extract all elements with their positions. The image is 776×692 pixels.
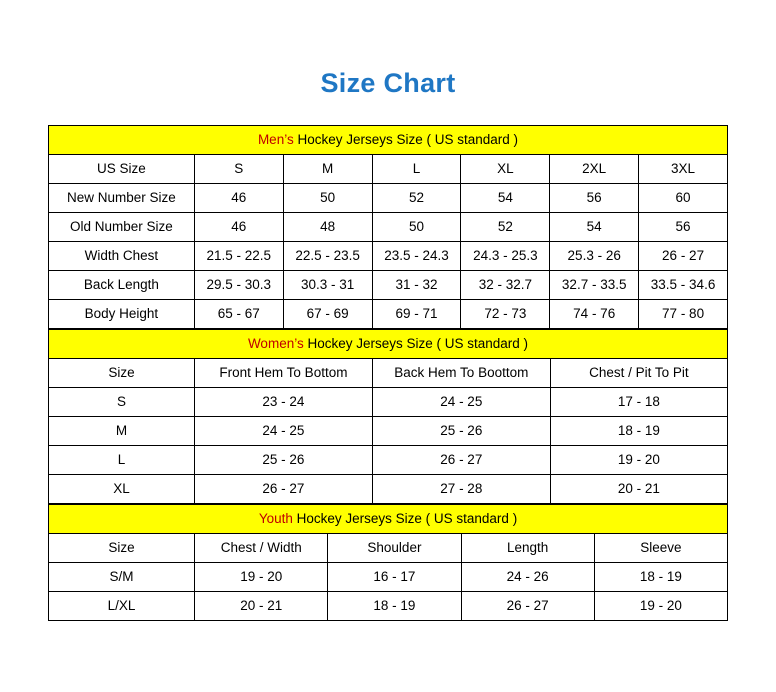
womens-banner-rest: Hockey Jerseys Size ( US standard ) <box>303 336 529 351</box>
mens-cell: 69 - 71 <box>372 300 461 329</box>
table-row <box>49 417 728 446</box>
mens-cell: 56 <box>550 184 639 213</box>
mens-cell: 22.5 - 23.5 <box>283 242 372 271</box>
womens-cell: 25 - 26 <box>372 417 550 446</box>
womens-row-label: M <box>49 417 195 446</box>
youth-cell: 20 - 21 <box>195 592 328 621</box>
youth-cell: 19 - 20 <box>195 563 328 592</box>
table-row <box>49 184 728 213</box>
mens-cell: 60 <box>639 184 728 213</box>
mens-cell: 52 <box>372 184 461 213</box>
mens-row-label: Body Height <box>49 300 195 329</box>
mens-cell: 46 <box>194 213 283 242</box>
womens-row-label: S <box>49 388 195 417</box>
mens-header-cell: XL <box>461 155 550 184</box>
womens-row-label: L <box>49 446 195 475</box>
mens-banner-row <box>49 126 728 155</box>
youth-cell: 24 - 26 <box>461 563 594 592</box>
mens-row-label: Width Chest <box>49 242 195 271</box>
youth-banner <box>49 505 728 534</box>
womens-cell: 24 - 25 <box>372 388 550 417</box>
womens-cell: 27 - 28 <box>372 475 550 504</box>
womens-cell: 23 - 24 <box>194 388 372 417</box>
youth-header-cell: Sleeve <box>594 534 727 563</box>
table-row <box>49 388 728 417</box>
womens-size-table <box>48 329 728 504</box>
mens-cell: 30.3 - 31 <box>283 271 372 300</box>
mens-cell: 23.5 - 24.3 <box>372 242 461 271</box>
youth-header-cell: Shoulder <box>328 534 461 563</box>
youth-cell: 26 - 27 <box>461 592 594 621</box>
mens-cell: 32.7 - 33.5 <box>550 271 639 300</box>
mens-banner-accent: Men’s <box>257 132 294 147</box>
womens-cell: 18 - 19 <box>550 417 727 446</box>
mens-header-cell: S <box>194 155 283 184</box>
youth-header-cell: Size <box>49 534 195 563</box>
mens-cell: 77 - 80 <box>639 300 728 329</box>
womens-header-cell: Back Hem To Boottom <box>372 359 550 388</box>
womens-banner-accent: Women’s <box>247 336 304 351</box>
mens-header-row <box>49 155 728 184</box>
womens-header-cell: Size <box>49 359 195 388</box>
youth-row-label: S/M <box>49 563 195 592</box>
mens-cell: 26 - 27 <box>639 242 728 271</box>
size-chart-container <box>48 125 728 621</box>
womens-cell: 19 - 20 <box>550 446 727 475</box>
table-row <box>49 242 728 271</box>
womens-cell: 25 - 26 <box>194 446 372 475</box>
mens-cell: 54 <box>550 213 639 242</box>
womens-header-cell: Chest / Pit To Pit <box>550 359 727 388</box>
womens-cell: 24 - 25 <box>194 417 372 446</box>
womens-cell: 20 - 21 <box>550 475 727 504</box>
youth-row-label: L/XL <box>49 592 195 621</box>
table-row <box>49 446 728 475</box>
mens-header-cell: L <box>372 155 461 184</box>
womens-banner <box>49 330 728 359</box>
womens-banner-row <box>49 330 728 359</box>
mens-cell: 56 <box>639 213 728 242</box>
youth-cell: 18 - 19 <box>328 592 461 621</box>
mens-cell: 48 <box>283 213 372 242</box>
mens-header-cell: M <box>283 155 372 184</box>
womens-row-label: XL <box>49 475 195 504</box>
mens-header-cell: 3XL <box>639 155 728 184</box>
mens-cell: 65 - 67 <box>194 300 283 329</box>
mens-cell: 72 - 73 <box>461 300 550 329</box>
table-row <box>49 213 728 242</box>
table-row <box>49 271 728 300</box>
mens-banner-rest: Hockey Jerseys Size ( US standard ) <box>293 132 519 147</box>
womens-cell: 26 - 27 <box>372 446 550 475</box>
mens-header-cell: US Size <box>49 155 195 184</box>
mens-cell: 54 <box>461 184 550 213</box>
mens-banner <box>49 126 728 155</box>
mens-cell: 29.5 - 30.3 <box>194 271 283 300</box>
youth-banner-row <box>49 505 728 534</box>
youth-banner-accent: Youth <box>258 511 293 526</box>
mens-cell: 52 <box>461 213 550 242</box>
youth-cell: 18 - 19 <box>594 563 727 592</box>
mens-cell: 67 - 69 <box>283 300 372 329</box>
mens-cell: 46 <box>194 184 283 213</box>
mens-row-label: Old Number Size <box>49 213 195 242</box>
mens-cell: 33.5 - 34.6 <box>639 271 728 300</box>
table-row <box>49 592 728 621</box>
womens-cell: 26 - 27 <box>194 475 372 504</box>
youth-cell: 19 - 20 <box>594 592 727 621</box>
mens-cell: 50 <box>283 184 372 213</box>
womens-header-cell: Front Hem To Bottom <box>194 359 372 388</box>
youth-header-row <box>49 534 728 563</box>
mens-cell: 24.3 - 25.3 <box>461 242 550 271</box>
mens-cell: 21.5 - 22.5 <box>194 242 283 271</box>
mens-cell: 74 - 76 <box>550 300 639 329</box>
mens-row-label: Back Length <box>49 271 195 300</box>
youth-header-cell: Chest / Width <box>195 534 328 563</box>
mens-cell: 32 - 32.7 <box>461 271 550 300</box>
youth-size-table <box>48 504 728 621</box>
mens-cell: 50 <box>372 213 461 242</box>
table-row <box>49 300 728 329</box>
mens-cell: 31 - 32 <box>372 271 461 300</box>
youth-cell: 16 - 17 <box>328 563 461 592</box>
page-title: Size Chart <box>320 68 456 98</box>
youth-banner-rest: Hockey Jerseys Size ( US standard ) <box>292 511 518 526</box>
table-row <box>49 563 728 592</box>
mens-size-table <box>48 125 728 329</box>
mens-cell: 25.3 - 26 <box>550 242 639 271</box>
womens-header-row <box>49 359 728 388</box>
table-row <box>49 475 728 504</box>
womens-cell: 17 - 18 <box>550 388 727 417</box>
mens-row-label: New Number Size <box>49 184 195 213</box>
youth-header-cell: Length <box>461 534 594 563</box>
mens-header-cell: 2XL <box>550 155 639 184</box>
